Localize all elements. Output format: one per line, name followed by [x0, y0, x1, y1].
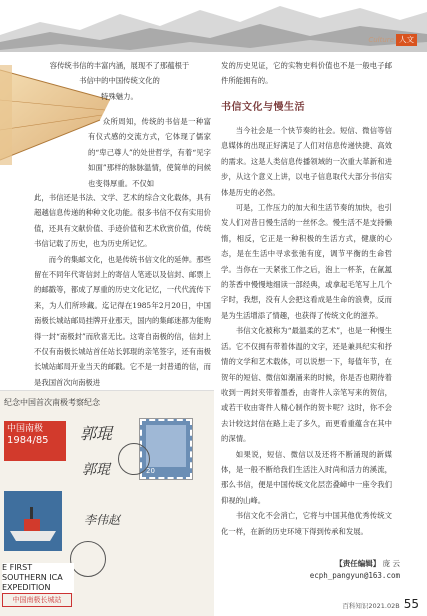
- right-paragraph-2: 可是，工作压力的加大和生活节奏的加快，也引发人们对昔日慢生活的一丝怀念。慢生活不是支持懒惰，相反，它正是一种积极的生活方式，健康的心态，是在生活中寻求张弛有度，调节平衡的生命哲学。当你在一天紧张工作之后，泡上一杯茶，在氤氲的茶香中慢慢地细读一部经典，或拿起毛笔写上几个字时，我想，没有人会把这看成是生命的浪费，反而是为生活增添了情趣，也获得了传统文化的滋养。: [221, 203, 392, 320]
- right-paragraph-4: 如果说，短信、微信以及还将不断涌现的新媒体，是一般不断给我们生活注入时尚和活力的溪流，那么书信，便是中国传统文化层峦叠嶂中一座令我们仰视的山峰。: [221, 449, 392, 505]
- left-paragraph-1-continued: 此，书信还是书法、文学、艺术的综合文化载体，具有超越信息传递的种种文化功能。很多书信不仅有实用价值，还具有文献价值、手迹价值和艺术欣赏价值，传统书信记载了历史，也为历史所记忆。: [34, 193, 211, 249]
- intro-text: [44, 58, 195, 104]
- postmark-circle-2: [70, 541, 106, 577]
- envelope-postmark: 中国南极长城站: [2, 593, 72, 607]
- postage-stamp: [140, 419, 192, 479]
- section-label-en: Culture: [368, 36, 394, 44]
- intro-line-2: 书信中的中国传统文化的: [79, 76, 160, 86]
- antarctic-envelope-photo: [0, 390, 214, 616]
- editor-name: 庞 云: [382, 559, 400, 568]
- right-paragraph-1: 当今社会是一个快节奏的社会。短信、微信等信息媒体的出现正好满足了人们对信息传递快捷、高效的需求。这是人类信息传播领域的一次重大革新和进步，从这个意义上讲，以电子信息取代大部分书信实体是历史的必然。: [221, 126, 392, 197]
- section-label: [368, 34, 417, 46]
- stamp-value: 20: [146, 467, 155, 475]
- right-column-top: [221, 58, 392, 89]
- editor-credit: [335, 558, 400, 569]
- section-heading: 书信文化与慢生活: [221, 102, 305, 113]
- intro-line-1: 容传统书信的丰富内涵，展现不了那蕴根于: [49, 61, 190, 70]
- envelope-caption: E FIRST SOUTHERN ICA EXPEDITION: [2, 563, 74, 593]
- editor-label: 【责任编辑】: [335, 559, 381, 568]
- right-top-paragraph: 发的历史见证，它的实物史料价值也不是一般电子邮件所能拥有的。: [221, 61, 392, 86]
- publication-info: 百科知识2021.02B: [342, 602, 400, 610]
- intro-line-3: 特殊魅力。: [101, 91, 138, 101]
- page-footer: [342, 597, 419, 611]
- envelope-signature-2: 郭琨: [82, 462, 110, 478]
- envelope-signature-1: 郭琨: [80, 424, 113, 443]
- envelope-signature-3: 李伟赵: [84, 513, 121, 527]
- envelope-red-emblem: [4, 421, 66, 461]
- page-number: 55: [403, 597, 419, 611]
- ship-illustration: [4, 491, 62, 551]
- left-wrapped-paragraph: [88, 114, 211, 191]
- envelope-red-emblem-text: 中国南极: [7, 424, 44, 434]
- right-column-body: [221, 123, 392, 539]
- left-column-body: [34, 190, 211, 390]
- right-paragraph-5: 书信文化不会消亡，它将与中国其他优秀传统文化一样，在新的历史环境下得到传承和发展。: [221, 511, 392, 536]
- left-paragraph-2: 而今的集邮文化，也是传统书信文化的延伸。那些留在不同年代寄信封上的寄信人笔迹以及信封、邮票上的邮戳等，都成了厚重的历史文化记忆，一代代流传下来，为人们所珍藏。迄记得在1985年2月20日，中国南极长城站邮局挂牌开业那天，国内的集邮迷都为能购得一封“南极封”而欣喜无比。这寄自南极的信，信封上不仅有南极长城站首任站长郭琨的亲笔签字，还有南极长城站邮局开业当天的邮戳。它不是一封普通的信，而是我国首次向南极进: [34, 254, 211, 387]
- left-paragraph-1: 众所周知，传统的书信是一种富有仪式感的交流方式，它体现了儒家的“卑己尊人”的处世哲学，有着“见字如面”那样的脉脉温情，使简单的问候也变得厚重。不仅如: [88, 117, 211, 188]
- right-paragraph-3: 书信文化被称为“最温柔的艺术”，也是一种慢生活。它不仅拥有带着体温的文字，还是兼具纪实和抒情的文学和艺术载体，可以说想一下，每值年节，在贺年的短信、微信如潮涌来的时候，你是否也期待着收到一两封夹带着墨香，由寄件人亲笔写来的贺信，或若干收由寄件人精心制作的贺卡呢？这时，你不会去计较这封信在路上走了多久，而更看重蕴含在其中的深情。: [221, 326, 392, 444]
- section-label-cn: 人文: [396, 34, 417, 46]
- postmark-circle-1: [118, 443, 150, 475]
- envelope-title: 纪念中国首次南极考察纪念: [4, 398, 100, 407]
- editor-email: ecph_pangyun@163.com: [309, 571, 400, 580]
- envelope-year: 1984/85: [7, 435, 49, 446]
